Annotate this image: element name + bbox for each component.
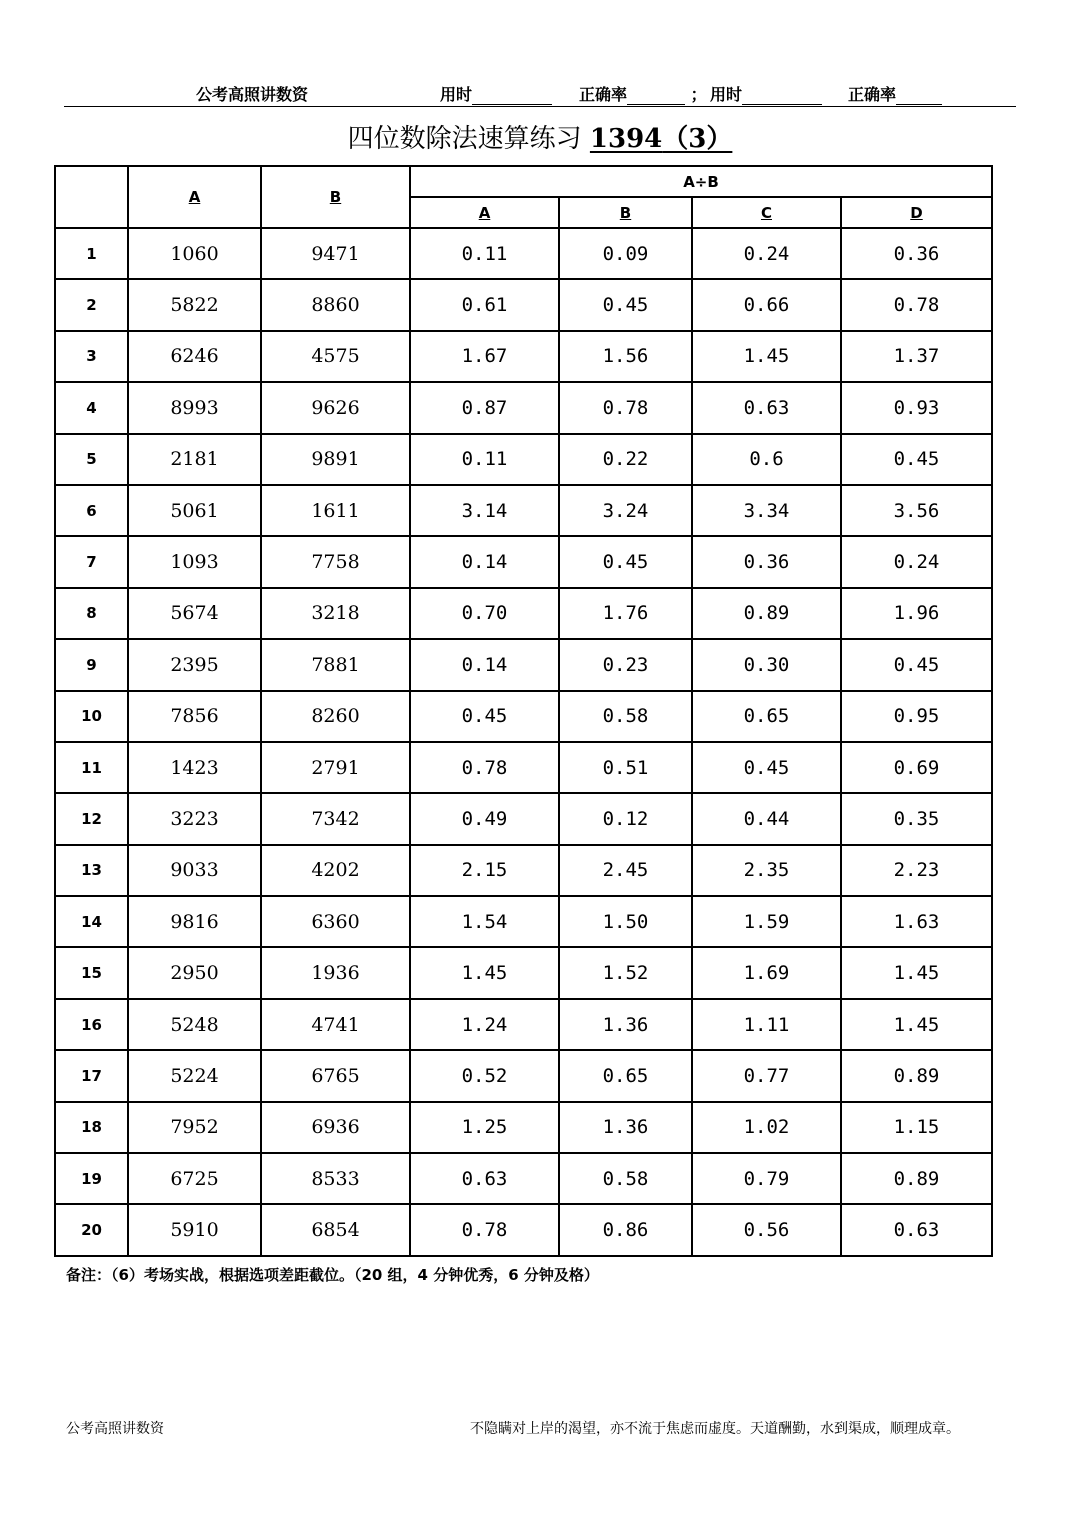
option-d-cell: 1.63	[841, 896, 992, 947]
header-option-c: C	[692, 197, 841, 228]
option-a-cell: 0.78	[410, 742, 559, 793]
option-d-cell: 1.96	[841, 588, 992, 639]
row-index: 13	[55, 845, 128, 896]
row-index: 9	[55, 639, 128, 690]
dividend-cell: 1060	[128, 228, 261, 279]
divisor-cell: 6360	[261, 896, 410, 947]
dividend-cell: 6725	[128, 1153, 261, 1204]
dividend-cell: 1093	[128, 536, 261, 587]
option-d-cell: 0.63	[841, 1204, 992, 1255]
divisor-cell: 7881	[261, 639, 410, 690]
dividend-cell: 5061	[128, 485, 261, 536]
header-index-cell	[55, 166, 128, 228]
row-index: 18	[55, 1102, 128, 1153]
time-blank-2[interactable]	[742, 88, 822, 105]
table-row	[55, 947, 992, 998]
table-row	[55, 742, 992, 793]
option-b-cell: 0.22	[559, 434, 692, 485]
option-a-cell: 0.61	[410, 279, 559, 330]
option-d-cell: 0.78	[841, 279, 992, 330]
option-d-cell: 0.89	[841, 1153, 992, 1204]
row-index: 12	[55, 793, 128, 844]
option-c-cell: 1.11	[692, 999, 841, 1050]
table-row	[55, 845, 992, 896]
footer-brand: 公考高照讲数资	[66, 1421, 164, 1437]
table-row	[55, 382, 992, 433]
accuracy-blank-2[interactable]	[896, 88, 942, 105]
option-b-cell: 0.51	[559, 742, 692, 793]
header-option-d: D	[841, 197, 992, 228]
option-c-cell: 2.35	[692, 845, 841, 896]
option-d-cell: 0.45	[841, 639, 992, 690]
option-b-cell: 1.50	[559, 896, 692, 947]
row-index: 14	[55, 896, 128, 947]
option-a-cell: 1.24	[410, 999, 559, 1050]
option-c-cell: 0.79	[692, 1153, 841, 1204]
divisor-cell: 6854	[261, 1204, 410, 1255]
time-label-1: 用时	[440, 85, 473, 104]
option-d-cell: 0.69	[841, 742, 992, 793]
dividend-cell: 5822	[128, 279, 261, 330]
option-b-cell: 1.76	[559, 588, 692, 639]
divisor-cell: 7342	[261, 793, 410, 844]
dividend-cell: 1423	[128, 742, 261, 793]
time-label-2: 用时	[710, 85, 743, 104]
accuracy-label-2: 正确率	[848, 85, 897, 104]
divisor-cell: 8260	[261, 691, 410, 742]
table-row	[55, 639, 992, 690]
option-d-cell: 1.45	[841, 999, 992, 1050]
row-index: 5	[55, 434, 128, 485]
option-b-cell: 1.52	[559, 947, 692, 998]
option-c-cell: 0.66	[692, 279, 841, 330]
dividend-cell: 7856	[128, 691, 261, 742]
divisor-cell: 8860	[261, 279, 410, 330]
option-c-cell: 0.45	[692, 742, 841, 793]
option-c-cell: 1.45	[692, 331, 841, 382]
dividend-cell: 5248	[128, 999, 261, 1050]
dividend-cell: 7952	[128, 1102, 261, 1153]
option-b-cell: 0.86	[559, 1204, 692, 1255]
option-c-cell: 1.69	[692, 947, 841, 998]
footer-motto: 不隐瞒对上岸的渴望，亦不流于焦虑而虚度。天道酬勤，水到渠成，顺理成章。	[470, 1421, 960, 1437]
option-a-cell: 1.25	[410, 1102, 559, 1153]
row-index: 6	[55, 485, 128, 536]
table-row	[55, 896, 992, 947]
divisor-cell: 4741	[261, 999, 410, 1050]
header-separator: ；	[690, 85, 707, 104]
option-d-cell: 0.93	[841, 382, 992, 433]
option-b-cell: 0.45	[559, 279, 692, 330]
option-d-cell: 0.36	[841, 228, 992, 279]
option-c-cell: 3.34	[692, 485, 841, 536]
header-divider	[64, 106, 1016, 107]
accuracy-label-1: 正确率	[579, 85, 628, 104]
option-a-cell: 0.70	[410, 588, 559, 639]
table-row	[55, 691, 992, 742]
table-row	[55, 228, 992, 279]
option-d-cell: 0.35	[841, 793, 992, 844]
dividend-cell: 9816	[128, 896, 261, 947]
option-a-cell: 1.45	[410, 947, 559, 998]
header-group: A÷B	[410, 166, 992, 197]
option-a-cell: 0.52	[410, 1050, 559, 1101]
row-index: 2	[55, 279, 128, 330]
option-a-cell: 0.78	[410, 1204, 559, 1255]
table-row	[55, 1102, 992, 1153]
divisor-cell: 9891	[261, 434, 410, 485]
table-row	[55, 793, 992, 844]
title-suffix: （3）	[662, 124, 733, 154]
header-col-b: B	[261, 166, 410, 228]
option-b-cell: 0.23	[559, 639, 692, 690]
table-row	[55, 331, 992, 382]
row-index: 20	[55, 1204, 128, 1255]
option-d-cell: 0.95	[841, 691, 992, 742]
option-d-cell: 2.23	[841, 845, 992, 896]
option-d-cell: 1.37	[841, 331, 992, 382]
option-c-cell: 1.02	[692, 1102, 841, 1153]
table-row	[55, 588, 992, 639]
dividend-cell: 9033	[128, 845, 261, 896]
option-c-cell: 0.6	[692, 434, 841, 485]
row-index: 1	[55, 228, 128, 279]
accuracy-field-1	[579, 82, 707, 105]
option-b-cell: 1.36	[559, 999, 692, 1050]
option-a-cell: 1.67	[410, 331, 559, 382]
divisor-cell: 9626	[261, 382, 410, 433]
option-c-cell: 0.36	[692, 536, 841, 587]
row-index: 7	[55, 536, 128, 587]
option-c-cell: 0.65	[692, 691, 841, 742]
table-row	[55, 1204, 992, 1255]
option-d-cell: 0.24	[841, 536, 992, 587]
option-d-cell: 3.56	[841, 485, 992, 536]
row-index: 10	[55, 691, 128, 742]
accuracy-blank-1[interactable]	[627, 88, 685, 105]
option-a-cell: 0.14	[410, 639, 559, 690]
dividend-cell: 5674	[128, 588, 261, 639]
title-number: 1394（3）	[589, 124, 733, 154]
divisor-cell: 4575	[261, 331, 410, 382]
time-field-2	[710, 82, 822, 105]
option-d-cell: 1.45	[841, 947, 992, 998]
option-a-cell: 0.63	[410, 1153, 559, 1204]
option-a-cell: 0.11	[410, 434, 559, 485]
option-b-cell: 3.24	[559, 485, 692, 536]
time-blank-1[interactable]	[472, 88, 552, 105]
header-option-a: A	[410, 197, 559, 228]
row-index: 17	[55, 1050, 128, 1101]
header-brand: 公考高照讲数资	[196, 85, 309, 104]
table-row	[55, 434, 992, 485]
divisor-cell: 6765	[261, 1050, 410, 1101]
option-b-cell: 0.65	[559, 1050, 692, 1101]
header-col-a: A	[128, 166, 261, 228]
option-c-cell: 0.77	[692, 1050, 841, 1101]
option-c-cell: 0.24	[692, 228, 841, 279]
row-index: 3	[55, 331, 128, 382]
option-c-cell: 0.63	[692, 382, 841, 433]
divisor-cell: 1611	[261, 485, 410, 536]
option-a-cell: 3.14	[410, 485, 559, 536]
option-b-cell: 1.56	[559, 331, 692, 382]
table-row	[55, 279, 992, 330]
note-text: 备注：（6）考场实战，根据选项差距截位。（20 组，4 分钟优秀，6 分钟及格）	[66, 1266, 599, 1284]
option-b-cell: 0.58	[559, 691, 692, 742]
table-row	[55, 536, 992, 587]
option-b-cell: 2.45	[559, 845, 692, 896]
option-a-cell: 0.14	[410, 536, 559, 587]
option-c-cell: 0.30	[692, 639, 841, 690]
option-c-cell: 1.59	[692, 896, 841, 947]
table-row	[55, 1153, 992, 1204]
option-c-cell: 0.44	[692, 793, 841, 844]
practice-table	[54, 165, 993, 1257]
option-c-cell: 0.89	[692, 588, 841, 639]
option-c-cell: 0.56	[692, 1204, 841, 1255]
divisor-cell: 1936	[261, 947, 410, 998]
dividend-cell: 2181	[128, 434, 261, 485]
row-index: 8	[55, 588, 128, 639]
dividend-cell: 5910	[128, 1204, 261, 1255]
option-a-cell: 0.45	[410, 691, 559, 742]
row-index: 11	[55, 742, 128, 793]
row-index: 19	[55, 1153, 128, 1204]
divisor-cell: 6936	[261, 1102, 410, 1153]
option-a-cell: 0.87	[410, 382, 559, 433]
option-d-cell: 0.89	[841, 1050, 992, 1101]
divisor-cell: 7758	[261, 536, 410, 587]
dividend-cell: 3223	[128, 793, 261, 844]
divisor-cell: 8533	[261, 1153, 410, 1204]
option-a-cell: 0.11	[410, 228, 559, 279]
header-bar	[64, 80, 1016, 106]
row-index: 16	[55, 999, 128, 1050]
option-b-cell: 0.45	[559, 536, 692, 587]
time-field-1	[440, 82, 552, 105]
option-a-cell: 0.49	[410, 793, 559, 844]
option-a-cell: 2.15	[410, 845, 559, 896]
option-b-cell: 0.78	[559, 382, 692, 433]
dividend-cell: 5224	[128, 1050, 261, 1101]
dividend-cell: 6246	[128, 331, 261, 382]
table-row	[55, 485, 992, 536]
accuracy-field-2	[848, 82, 942, 105]
table-row	[55, 999, 992, 1050]
divisor-cell: 2791	[261, 742, 410, 793]
table-row	[55, 1050, 992, 1101]
row-index: 15	[55, 947, 128, 998]
option-b-cell: 0.09	[559, 228, 692, 279]
page-title	[0, 118, 1080, 155]
option-d-cell: 1.15	[841, 1102, 992, 1153]
option-d-cell: 0.45	[841, 434, 992, 485]
header-option-b: B	[559, 197, 692, 228]
divisor-cell: 4202	[261, 845, 410, 896]
option-b-cell: 1.36	[559, 1102, 692, 1153]
dividend-cell: 8993	[128, 382, 261, 433]
option-a-cell: 1.54	[410, 896, 559, 947]
divisor-cell: 9471	[261, 228, 410, 279]
dividend-cell: 2950	[128, 947, 261, 998]
divisor-cell: 3218	[261, 588, 410, 639]
dividend-cell: 2395	[128, 639, 261, 690]
option-b-cell: 0.12	[559, 793, 692, 844]
title-prefix: 四位数除法速算练习	[347, 124, 582, 154]
option-b-cell: 0.58	[559, 1153, 692, 1204]
row-index: 4	[55, 382, 128, 433]
